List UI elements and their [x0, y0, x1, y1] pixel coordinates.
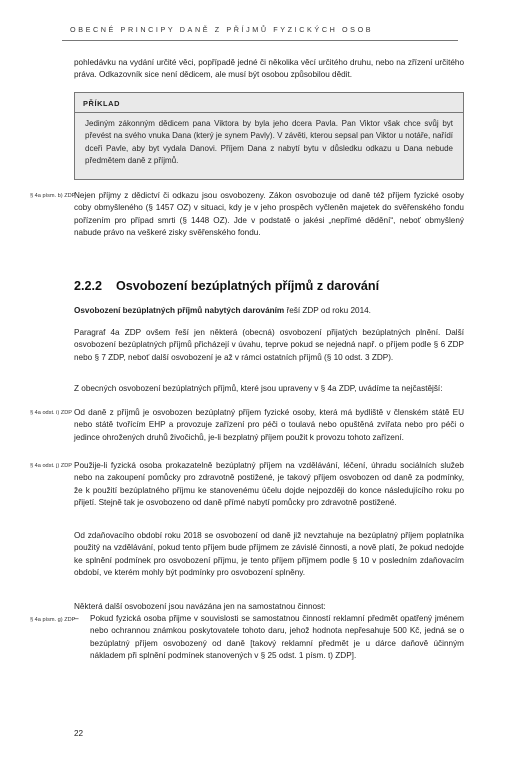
section-number: 2.2.2: [74, 279, 103, 293]
list-item-text: Pokud fyzická osoba přijme v souvislosti se samostatnou činností reklamní předmět opatřený jménem nebo ochrannou známkou poskytovatele tohoto daru, jehož hodnota nepřesahuje 500 Kč, jedná se o bezúplatný příjem osvobozený od daně [takový reklamní předmět je u dárce daňově účinným nákladem při splnění podmínek stanovených v § 25 odst. 1 písm. t) ZDP].: [90, 614, 464, 661]
section-heading: [74, 279, 379, 293]
paragraph-3: Od daně z příjmů je osvobozen bezúplatný příjem fyzické osoby, která má bydliště v členském státě EU nebo státě tvořícím EHP a provozuje zařízení pro péči o toulavá nebo opuštěná zvířata nebo pro péči o jedince ohrožených druhů živočichů, je-li bezplatný příjem použit k provozu tohoto zařízení.: [74, 408, 464, 442]
section-lead-rest: řeší ZDP od roku 2014.: [284, 306, 371, 315]
page-number: 22: [74, 729, 84, 738]
paragraph-6: Některá další osvobození jsou navázána jen na samostatnou činnost:: [74, 602, 326, 611]
header-divider: [62, 40, 458, 41]
bullet-list: [74, 613, 464, 663]
example-box: [74, 92, 464, 180]
example-divider: [75, 112, 463, 113]
inheritance-paragraph: Nejen příjmy z dědictví či odkazu jsou osvobozeny. Zákon osvobozuje od daně též příjem fyzické osoby coby obmyšleného (§ 1457 OZ) v situaci, kdy je v jeho prospěch vyčleněn majetek do svěřenského fondu pořízením pro případ smrti (§ 1448 OZ). Jde v podstatě o jakési „nepřímé dědění“, neboť obmyšlený nabude právo na veškeré zisky svěřenského fondu.: [74, 191, 464, 238]
margin-note: § 4a písm. b) ZDP: [30, 193, 76, 199]
example-title: PŘÍKLAD: [83, 99, 121, 108]
paragraph-5: Od zdaňovacího období roku 2018 se osvobození od daně již nevztahuje na bezúplatný příjem poplatníka použitý na vzdělávání, pokud tento příjem bude příjmem ze závislé činnosti, a nově platí, že pokud nedojde ke splnění podmínek pro osvobození příjmu, je tento příjem příjmem podle § 10 v posledním zdaňovacím období, ve kterém mohly být podmínky pro osvobození splněny.: [74, 531, 464, 578]
margin-note: § 4a odst. j) ZDP: [30, 463, 72, 469]
section-lead-bold: Osvobození bezúplatných příjmů nabytých darováním: [74, 306, 285, 315]
paragraph-1: Paragraf 4a ZDP ovšem řeší jen některá (obecná) osvobození přijatých bezúplatných plnění. Další osvobození bezúplatných příjmů přicházejí v úvahu, teprve pokud se nejedná např. o příjem podle § 6 ZDP nebo § 7 ZDP, neboť další osvobození je až v rámci ostatních příjmů (§ 10 odst. 3 ZDP).: [74, 328, 464, 362]
list-item: [74, 613, 464, 663]
section-lead: [74, 306, 464, 315]
example-text: Jediným zákonným dědicem pana Viktora by byla jeho dcera Pavla. Pan Viktor však chce svůj byt převést na svého vnuka Dana (který je synem Pavly). V závěti, kterou sepsal pan Viktor u notáře, nařídí dceři Pavle, aby byt vydala Danovi. Příjem Dana z nabytí bytu v důsledku odkazu u Dana nebude předmětem daně z příjmů.: [85, 119, 453, 166]
section-title: Osvobození bezúplatných příjmů z darování: [116, 279, 380, 293]
paragraph-4: Použije-li fyzická osoba prokazatelně bezúplatný příjem na vzdělávání, léčení, úhradu sociálních služeb nebo na zakoupení pomůcky pro zdravotně postižené, je takový příjem osvobozen od daně za podmínky, že k použití bezúplatného příjmu ke stanovenému účelu dojde nejpozději do konce následujícího roku po přijetí. Stejně tak je osvobozeno od daně přímé nabytí pomůcky pro zdravotně postižené.: [74, 461, 464, 508]
margin-note: § 4a odst. i) ZDP: [30, 410, 72, 416]
margin-note: § 4a písm. g) ZDP: [30, 617, 76, 623]
intro-paragraph: pohledávku na vydání určité věci, popřípadě jedné či několika věcí určitého druhu, nebo na zřízení určitého práva. Odkazovník sice není dědicem, ale musí být osobou způsobilou dědit.: [74, 58, 464, 80]
running-header: OBECNÉ PRINCIPY DANĚ Z PŘÍJMŮ FYZICKÝCH OSOB: [70, 25, 374, 34]
list-dash: –: [74, 614, 79, 623]
paragraph-2: Z obecných osvobození bezúplatných příjmů, které jsou upraveny v § 4a ZDP, uvádíme ta nejčastější:: [74, 384, 443, 393]
